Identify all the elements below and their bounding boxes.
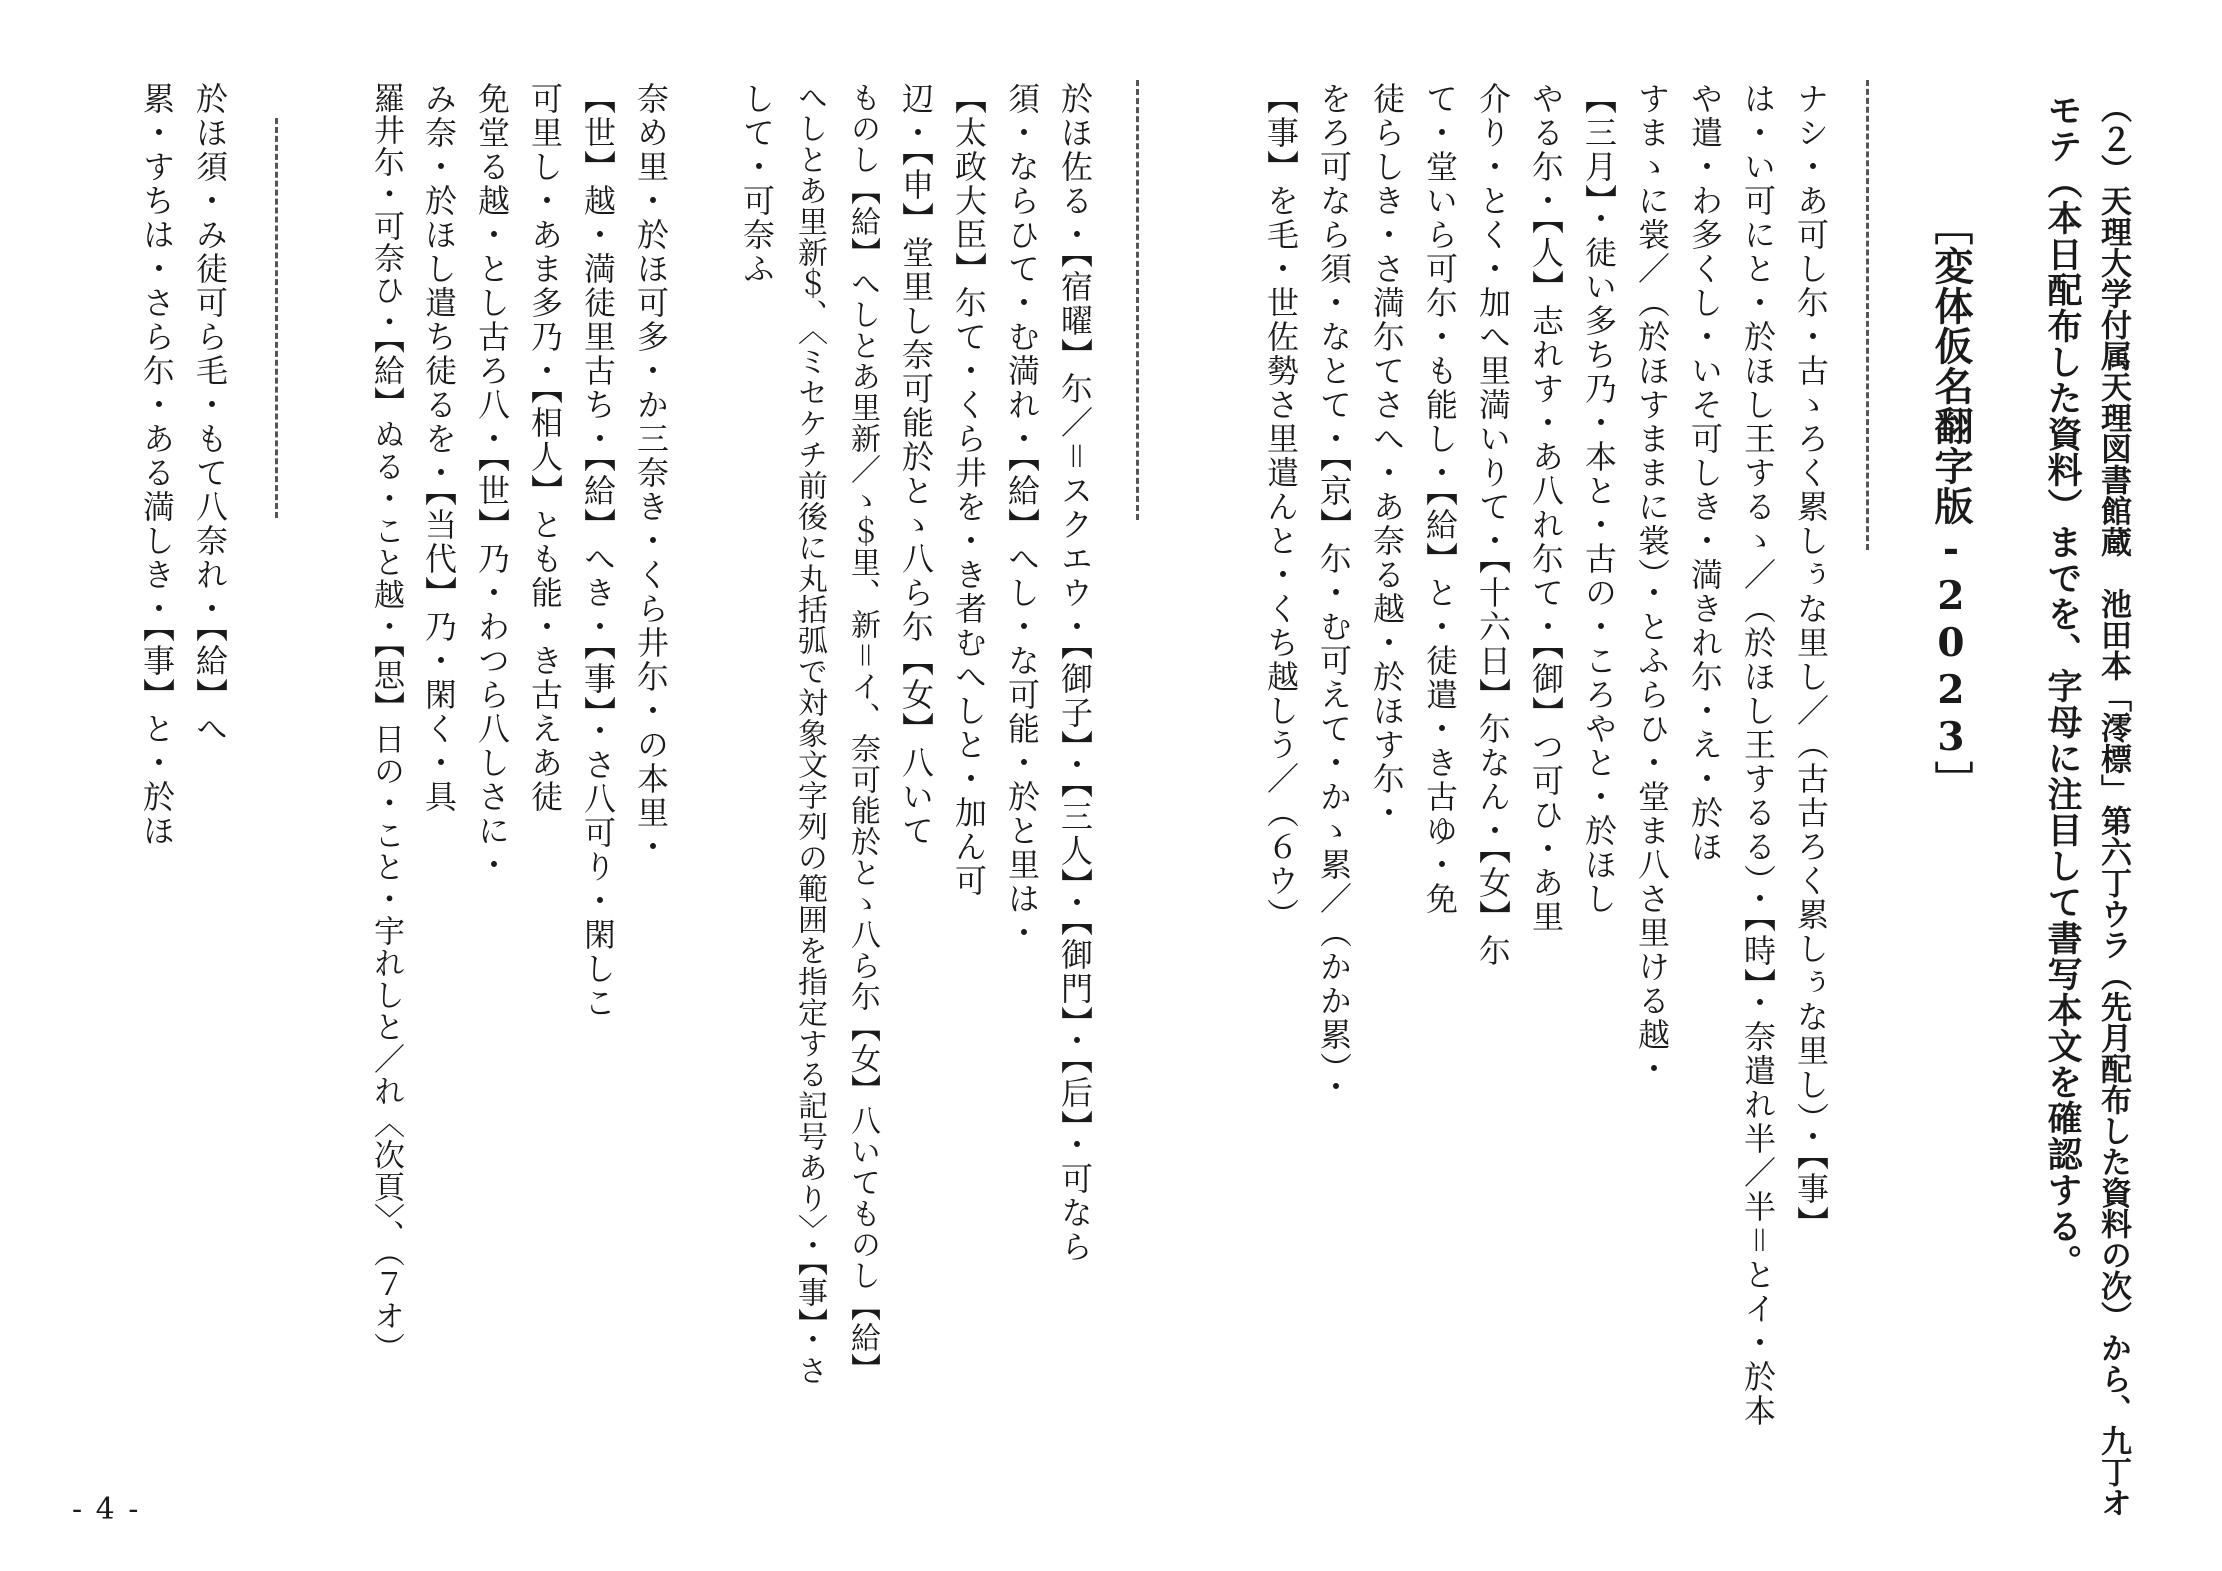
transcription-line: 累・すちは・さら尓・ある満しき・【事】と・於ほ — [138, 82, 176, 848]
transcription-line: 【太政大臣】尓て・くら井を・き者むへしと・加ん可 — [950, 82, 988, 898]
document-title: ［変体仮名翻字版-2023］ — [1928, 206, 1974, 801]
transcription-line: 【三月】・徒い多ち乃・本と・古の・ころやと・於ほし — [1580, 82, 1618, 916]
section-divider — [275, 118, 278, 518]
transcription-line: すまゝに裳／（於ほすままに裳）・とふらひ・堂ま八さ里ける越・ — [1633, 82, 1671, 1086]
transcription-line: 羅井尓・可奈ひ・【給】ぬる・こと越・【思】日の・こと・宇れしと／れ〈次頁〉、（７オ） — [368, 82, 404, 1364]
transcription-line: ものし【給】へしとあ里新／ゝ＄里、新＝イ、奈可能於とゝ八ら尓【女】八いてものし【給】 — [845, 82, 880, 1384]
transcription-line: 於ほ須・み徒可ら毛・もて八奈れ・【給】へ — [191, 82, 229, 746]
transcription-line: 可里し・あま多乃・【相人】とも能・き古えあ徒 — [526, 82, 564, 814]
transcription-line: へしとあ里新＄、〈ミセケチ前後に丸括弧で対象文字列の範囲を指定する記号あり〉・【事】・さ — [792, 82, 827, 1386]
transcription-line: して・可奈ふ — [738, 82, 776, 286]
section-divider — [1866, 80, 1869, 550]
transcription-line: 介り・とく・加へ里満いりて・【十六日】尓なん・【女】尓 — [1474, 82, 1512, 968]
transcription-line: み奈・於ほし遣ち徒るを・【当代】乃・閑く・具 — [420, 82, 458, 814]
page-number: - 4 - — [72, 1492, 141, 1527]
heading-line-2: モテ（本日配布した資料）までを、字母に注目して書写本文を確認する。 — [2042, 92, 2083, 1280]
heading-line-1: （２）天理大学付属天理図書館蔵 池田本「澪標」第六丁ウラ（先月配布した資料の次）から、九丁オ — [2095, 92, 2131, 1518]
transcription-line: 須・ならひて・む満れ・【給】へし・な可能・於と里は・ — [1003, 82, 1041, 950]
transcription-line: ナシ・あ可し尓・古ゝろく累しぅな里し／（古古ろく累しぅな里し）・【事】 — [1792, 82, 1830, 1240]
transcription-line: 辺・【申】堂里し奈可能於とゝ八ら尓【女】八いて — [897, 82, 935, 848]
transcription-line: て・堂いら可尓・も能し・【給】と・徒遣・き古ゆ・免 — [1421, 82, 1459, 916]
section-divider — [1136, 80, 1139, 520]
transcription-line: 免堂る越・とし古ろ八・【世】乃・わつら八しさに・ — [473, 82, 511, 882]
transcription-line: や遣・わ多くし・いそ可しき・満きれ尓・え・於ほ — [1686, 82, 1724, 864]
transcription-line: をろ可なら須・なとて・【京】尓・む可えて・かゝ累／（かか累）・ — [1315, 82, 1353, 1104]
transcription-line: 【世】越・満徒里古ち・【給】へき・【事】・さ八可り・閑しこ — [579, 82, 617, 1020]
transcription-line: 【事】を毛・世佐勢さ里遣んと・くち越しう／（６ウ） — [1262, 82, 1300, 932]
transcription-line: は・い可にと・於ほし王するゝ／（於ほし王するる）・【時】・奈遣れ半／半＝とイ・於本 — [1739, 82, 1777, 1428]
transcription-line: 奈め里・於ほ可多・か三奈き・くら井尓・の本里・ — [632, 82, 670, 864]
transcription-line: やる尓・【人】志れす・あ八れ尓て・【御】つ可ひ・あ里 — [1527, 82, 1565, 934]
transcription-line: 於ほ佐る・【宿曜】尓／＝スクエウ・【御子】・【三人】・【御門】・【后】・可なら — [1056, 82, 1094, 1264]
transcription-line: 徒らしき・さ満尓てさへ・あ奈る越・於ほす尓・ — [1368, 82, 1406, 830]
